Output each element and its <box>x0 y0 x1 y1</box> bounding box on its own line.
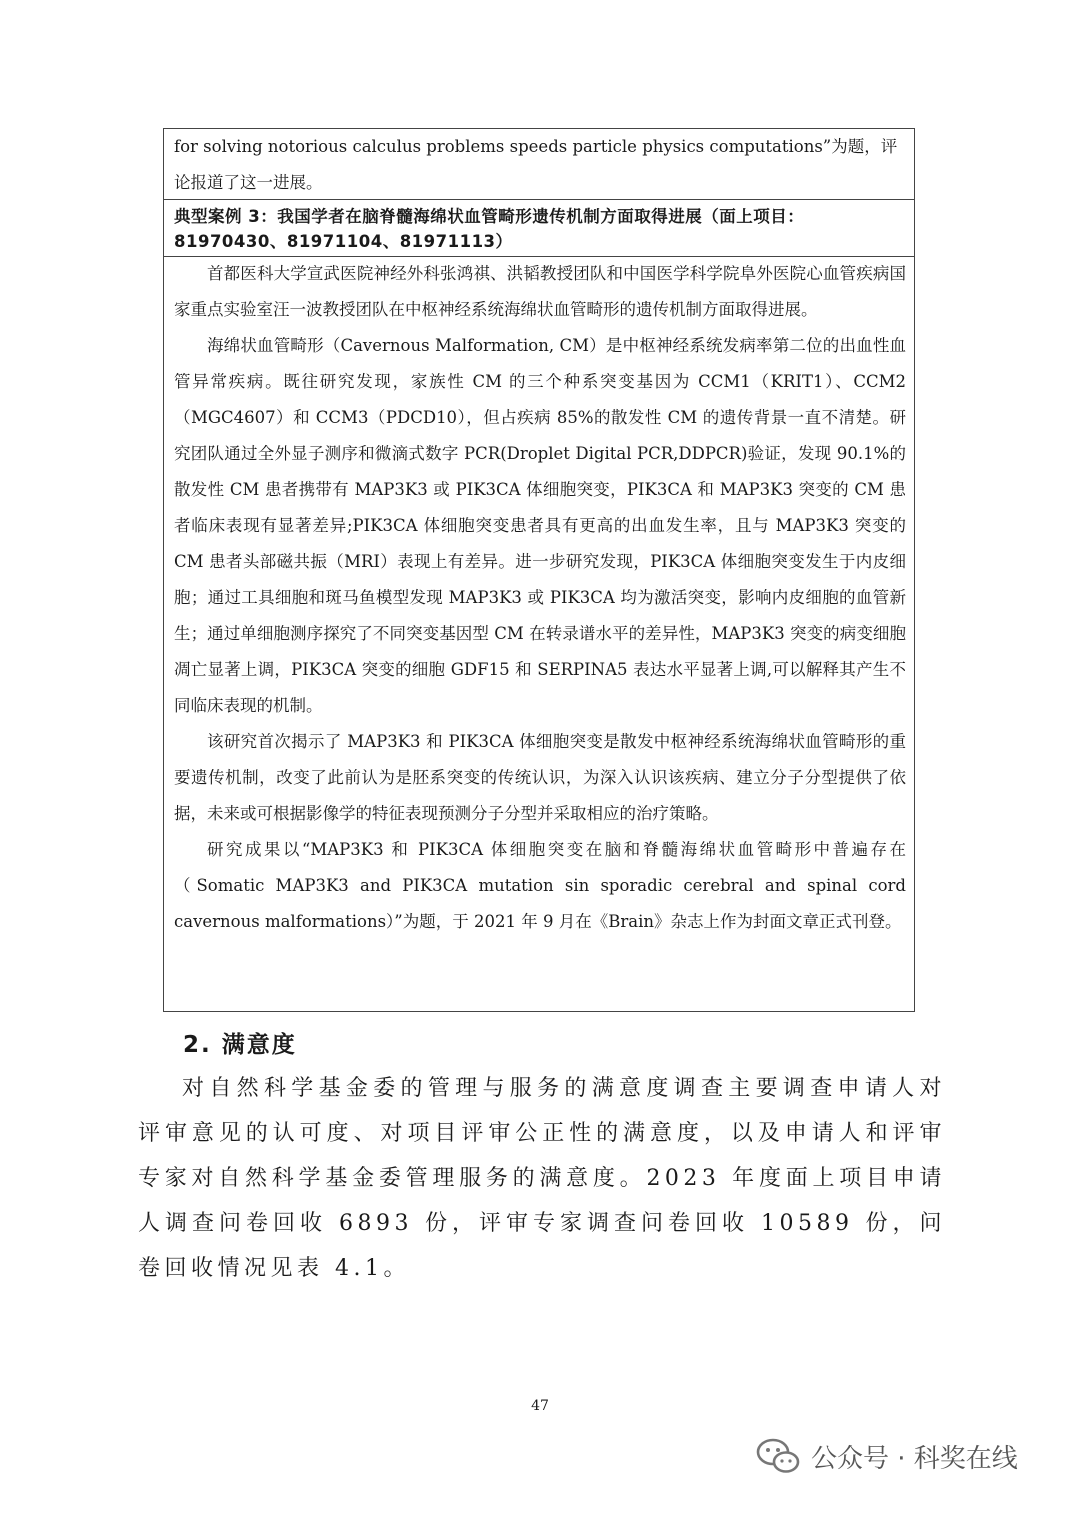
case-title: 典型案例 3：我国学者在脑脊髓海绵状血管畸形遗传机制方面取得进展（面上项目：81970430、81971104、81971113） <box>174 207 805 251</box>
case-paragraph: 首都医科大学宣武医院神经外科张鸿祺、洪韬教授团队和中国医学科学院阜外医院心血管疾病国家重点实验室汪一波教授团队在中枢神经系统海绵状血管畸形的遗传机制方面取得进展。 <box>174 264 906 319</box>
case-title-row <box>164 199 914 256</box>
case-body <box>174 256 906 940</box>
case-paragraph: 海绵状血管畸形（Cavernous Malformation, CM）是中枢神经系统发病率第二位的出血性血管异常疾病。既往研究发现，家族性 CM 的三个种系突变基因为 CCM1（KRIT1）、CCM2（MGC4607）和 CCM3（PDCD10），但占疾病 85%的散发性 CM 的遗传背景一直不清楚。研究团队通过全外显子测序和微滴式数字 PCR(Droplet Digital PCR,DDPCR)验证，发现 90.1%的散发性 CM 患者携带有 MAP3K3 或 PIK3CA 体细胞突变，PIK3CA 和 MAP3K3 突变的 CM 患者临床表现有显著差异;PIK3CA 体细胞突变患者具有更高的出血发生率，且与 MAP3K3 突变的 CM 患者头部磁共振（MRI）表现上有差异。进一步研究发现，PIK3CA 体细胞突变发生于内皮细胞；通过工具细胞和斑马鱼模型发现 MAP3K3 或 PIK3CA 均为激活突变，影响内皮细胞的血管新生；通过单细胞测序探究了不同突变基因型 CM 在转录谱水平的差异性，MAP3K3 突变的病变细胞凋亡显著上调，PIK3CA 突变的细胞 GDF15 和 SERPINA5 表达水平显著上调,可以解释其产生不同临床表现的机制。 <box>174 336 906 715</box>
case-paragraph: 该研究首次揭示了 MAP3K3 和 PIK3CA 体细胞突变是散发中枢神经系统海绵状血管畸形的重要遗传机制，改变了此前认为是胚系突变的传统认识，为深入认识该疾病、建立分子分型提供了依据，未来或可根据影像学的特征表现预测分子分型并采取相应的治疗策略。 <box>174 732 906 823</box>
intro-text: for solving notorious calculus problems speeds particle physics computations”为题，评论报道了这一进展。 <box>174 137 898 192</box>
case-table <box>163 128 915 1012</box>
case-body-row <box>164 256 914 1013</box>
wechat-icon <box>755 1436 801 1476</box>
section-heading: 2. 满意度 <box>183 1032 297 1058</box>
section-body: 对自然科学基金委的管理与服务的满意度调查主要调查申请人对评审意见的认可度、对项目评审公正性的满意度，以及申请人和评审专家对自然科学基金委管理服务的满意度。2023 年度面上项目申请人调查问卷回收 6893 份，评审专家调查问卷回收 10589 份，问卷回收情况见表 4.1。 <box>138 1076 946 1281</box>
page-number: 47 <box>531 1398 549 1414</box>
intro-row <box>164 129 914 199</box>
watermark-text: 公众号 · 科奖在线 <box>811 1443 1018 1474</box>
watermark <box>755 1433 1018 1479</box>
case-paragraph: 研究成果以“MAP3K3 和 PIK3CA 体细胞突变在脑和脊髓海绵状血管畸形中普遍存在（Somatic MAP3K3 and PIK3CA mutation sin sporadic cerebral and spinal cord cavernous malformations）”为题，于 2021 年 9 月在《Brain》杂志上作为封面文章正式刊登。 <box>174 840 906 931</box>
